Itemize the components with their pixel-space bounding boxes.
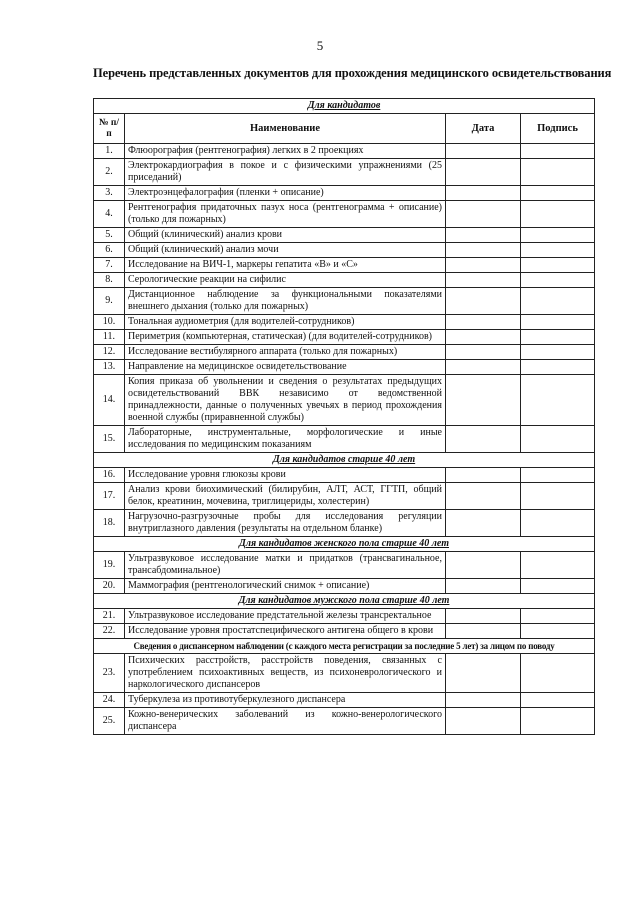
date-cell[interactable] xyxy=(446,360,521,375)
column-header-row xyxy=(94,114,595,144)
signature-cell[interactable] xyxy=(521,624,595,639)
row-number: 12. xyxy=(94,345,125,360)
section-title: Для кандидатов женского пола старше 40 лет xyxy=(94,537,595,552)
section-title: Для кандидатов мужского пола старше 40 лет xyxy=(94,594,595,609)
table-row xyxy=(94,654,595,693)
document-name: Психических расстройств, расстройств поведения, связанных с употреблением психоактивных веществ, из психоневрологического и наркологического диспансеров xyxy=(125,654,446,693)
row-number: 24. xyxy=(94,693,125,708)
row-number: 2. xyxy=(94,159,125,186)
date-cell[interactable] xyxy=(446,330,521,345)
date-cell[interactable] xyxy=(446,609,521,624)
signature-cell[interactable] xyxy=(521,159,595,186)
date-cell[interactable] xyxy=(446,273,521,288)
date-cell[interactable] xyxy=(446,258,521,273)
date-cell[interactable] xyxy=(446,624,521,639)
date-cell[interactable] xyxy=(446,468,521,483)
section-header-row xyxy=(94,453,595,468)
table-row xyxy=(94,243,595,258)
signature-cell[interactable] xyxy=(521,201,595,228)
table-row xyxy=(94,375,595,426)
date-cell[interactable] xyxy=(446,288,521,315)
table-row xyxy=(94,360,595,375)
document-name: Дистанционное наблюдение за функциональными показателями внешнего дыхания (только для пожарных) xyxy=(125,288,446,315)
signature-cell[interactable] xyxy=(521,654,595,693)
date-cell[interactable] xyxy=(446,654,521,693)
signature-cell[interactable] xyxy=(521,510,595,537)
signature-cell[interactable] xyxy=(521,330,595,345)
document-name: Нагрузочно-разгрузочные пробы для исследования регуляции внутриглазного давления (результаты на отдельном бланке) xyxy=(125,510,446,537)
document-name: Тональная аудиометрия (для водителей-сотрудников) xyxy=(125,315,446,330)
table-row xyxy=(94,288,595,315)
row-number: 23. xyxy=(94,654,125,693)
signature-cell[interactable] xyxy=(521,273,595,288)
date-cell[interactable] xyxy=(446,186,521,201)
date-cell[interactable] xyxy=(446,315,521,330)
table-row xyxy=(94,609,595,624)
document-name: Флюорография (рентгенография) легких в 2 проекциях xyxy=(125,144,446,159)
document-name: Копия приказа об увольнении и сведения о результатах предыдущих освидетельствований ВВК независимо от ведомственной принадлежности, данные о полученных увечьях в период прохождения военной службы (приравненной службы) xyxy=(125,375,446,426)
document-name: Исследование на ВИЧ-1, маркеры гепатита «В» и «С» xyxy=(125,258,446,273)
signature-cell[interactable] xyxy=(521,609,595,624)
document-name: Лабораторные, инструментальные, морфологические и иные исследования по медицинским показаниям xyxy=(125,426,446,453)
table-row xyxy=(94,273,595,288)
signature-cell[interactable] xyxy=(521,468,595,483)
signature-cell[interactable] xyxy=(521,258,595,273)
document-name: Маммография (рентгенологический снимок + описание) xyxy=(125,579,446,594)
row-number: 21. xyxy=(94,609,125,624)
signature-cell[interactable] xyxy=(521,426,595,453)
signature-cell[interactable] xyxy=(521,345,595,360)
document-name: Направление на медицинское освидетельствование xyxy=(125,360,446,375)
section-header-row xyxy=(94,537,595,552)
table-row xyxy=(94,186,595,201)
row-number: 6. xyxy=(94,243,125,258)
row-number: 25. xyxy=(94,708,125,735)
section-header-row xyxy=(94,99,595,114)
table-row xyxy=(94,258,595,273)
table-row xyxy=(94,693,595,708)
row-number: 17. xyxy=(94,483,125,510)
table-row xyxy=(94,510,595,537)
document-name: Исследование уровня глюкозы крови xyxy=(125,468,446,483)
page-number: 5 xyxy=(316,38,324,53)
column-header-sign: Подпись xyxy=(521,114,595,144)
table-row xyxy=(94,468,595,483)
date-cell[interactable] xyxy=(446,426,521,453)
signature-cell[interactable] xyxy=(521,144,595,159)
document-name: Общий (клинический) анализ крови xyxy=(125,228,446,243)
row-number: 20. xyxy=(94,579,125,594)
document-name: Электрокардиография в покое и с физическими упражнениями (25 приседаний) xyxy=(125,159,446,186)
row-number: 16. xyxy=(94,468,125,483)
signature-cell[interactable] xyxy=(521,708,595,735)
signature-cell[interactable] xyxy=(521,228,595,243)
date-cell[interactable] xyxy=(446,579,521,594)
signature-cell[interactable] xyxy=(521,315,595,330)
section-header-row xyxy=(94,639,595,654)
date-cell[interactable] xyxy=(446,144,521,159)
table-row xyxy=(94,159,595,186)
row-number: 15. xyxy=(94,426,125,453)
row-number: 3. xyxy=(94,186,125,201)
row-number: 10. xyxy=(94,315,125,330)
row-number: 4. xyxy=(94,201,125,228)
date-cell[interactable] xyxy=(446,243,521,258)
row-number: 1. xyxy=(94,144,125,159)
row-number: 5. xyxy=(94,228,125,243)
date-cell[interactable] xyxy=(446,375,521,426)
section-title: Для кандидатов xyxy=(94,99,595,114)
date-cell[interactable] xyxy=(446,708,521,735)
document-name: Туберкулеза из противотуберкулезного диспансера xyxy=(125,693,446,708)
table-row xyxy=(94,315,595,330)
documents-table xyxy=(93,98,595,735)
column-header-num: № п/п xyxy=(94,114,125,144)
section-title: Сведения о диспансерном наблюдении (с каждого места регистрации за последние 5 лет) за лицом по поводу xyxy=(94,639,595,654)
table-row xyxy=(94,426,595,453)
signature-cell[interactable] xyxy=(521,375,595,426)
document-name: Серологические реакции на сифилис xyxy=(125,273,446,288)
document-name: Периметрия (компьютерная, статическая) (для водителей-сотрудников) xyxy=(125,330,446,345)
row-number: 14. xyxy=(94,375,125,426)
date-cell[interactable] xyxy=(446,552,521,579)
table-row xyxy=(94,624,595,639)
row-number: 13. xyxy=(94,360,125,375)
section-header-row xyxy=(94,594,595,609)
signature-cell[interactable] xyxy=(521,186,595,201)
table-row xyxy=(94,228,595,243)
table-row xyxy=(94,201,595,228)
row-number: 18. xyxy=(94,510,125,537)
date-cell[interactable] xyxy=(446,201,521,228)
document-name: Ультразвуковое исследование матки и придатков (трансвагинальное, трансабдоминальное) xyxy=(125,552,446,579)
column-header-date: Дата xyxy=(446,114,521,144)
row-number: 8. xyxy=(94,273,125,288)
row-number: 22. xyxy=(94,624,125,639)
signature-cell[interactable] xyxy=(521,243,595,258)
column-header-name: Наименование xyxy=(125,114,446,144)
document-title: Перечень представленных документов для прохождения медицинского освидетельствования xyxy=(93,66,612,80)
signature-cell[interactable] xyxy=(521,579,595,594)
row-number: 7. xyxy=(94,258,125,273)
document-name: Исследование вестибулярного аппарата (только для пожарных) xyxy=(125,345,446,360)
date-cell[interactable] xyxy=(446,159,521,186)
table-row xyxy=(94,552,595,579)
row-number: 19. xyxy=(94,552,125,579)
document-name: Ультразвуковое исследование предстательной железы трансректальное xyxy=(125,609,446,624)
table-row xyxy=(94,345,595,360)
table-row xyxy=(94,708,595,735)
section-title: Для кандидатов старше 40 лет xyxy=(94,453,595,468)
table-row xyxy=(94,330,595,345)
date-cell[interactable] xyxy=(446,228,521,243)
signature-cell[interactable] xyxy=(521,360,595,375)
row-number: 9. xyxy=(94,288,125,315)
table-row xyxy=(94,579,595,594)
signature-cell[interactable] xyxy=(521,693,595,708)
document-name: Исследование уровня простатспецифического антигена общего в крови xyxy=(125,624,446,639)
document-name: Рентгенография придаточных пазух носа (рентгенограмма + описание) (только для пожарных) xyxy=(125,201,446,228)
document-name: Общий (клинический) анализ мочи xyxy=(125,243,446,258)
row-number: 11. xyxy=(94,330,125,345)
document-name: Электроэнцефалография (пленки + описание) xyxy=(125,186,446,201)
date-cell[interactable] xyxy=(446,483,521,510)
document-name: Анализ крови биохимический (билирубин, АЛТ, АСТ, ГГТП, общий белок, креатинин, мочевина, триглицериды, холестерин) xyxy=(125,483,446,510)
signature-cell[interactable] xyxy=(521,483,595,510)
signature-cell[interactable] xyxy=(521,552,595,579)
table-row xyxy=(94,483,595,510)
table-row xyxy=(94,144,595,159)
document-name: Кожно-венерических заболеваний из кожно-венерологического диспансера xyxy=(125,708,446,735)
date-cell[interactable] xyxy=(446,510,521,537)
date-cell[interactable] xyxy=(446,693,521,708)
signature-cell[interactable] xyxy=(521,288,595,315)
date-cell[interactable] xyxy=(446,345,521,360)
